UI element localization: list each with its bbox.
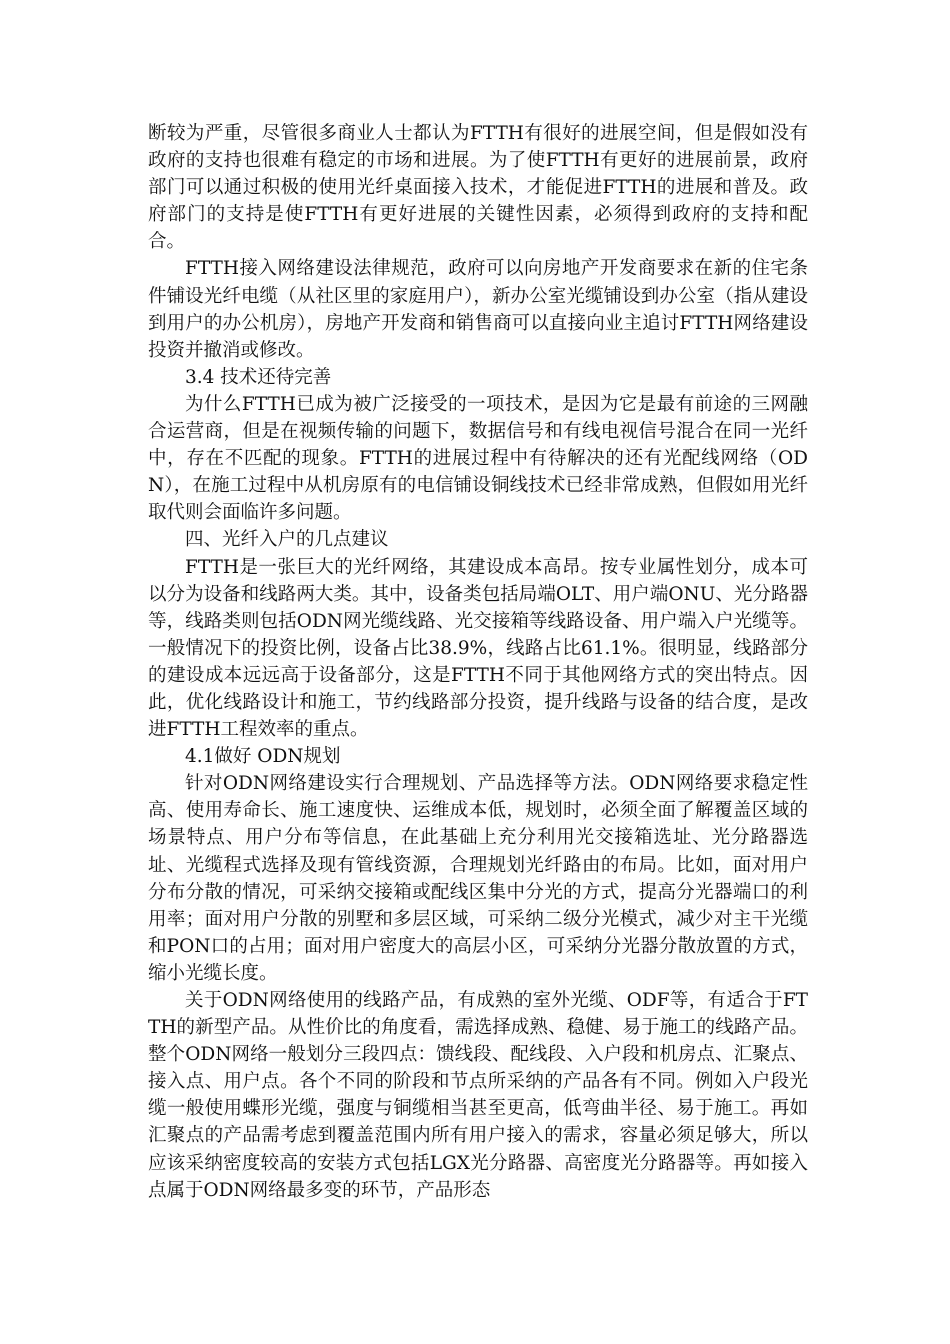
paragraph-continued: 断较为严重，尽管很多商业人士都认为FTTH有很好的进展空间，但是假如没有政府的支持也很难有稳定的市场和进展。为了使FTTH有更好的进展前景，政府部门可以通过积极的使用光纤桌面接入技术，才能促进FTTH的进展和普及。政府部门的支持是使FTTH有更好进展的关键性因素，必须得到政府的支持和配合。 <box>148 123 808 253</box>
paragraph-cost: FTTH是一张巨大的光纤网络，其建设成本高昂。按专业属性划分，成本可以分为设备和线路两大类。其中，设备类包括局端OLT、用户端ONU、光分路器等，线路类则包括ODN网光缆线路、光交接箱等线路设备、用户端入户光缆等。一般情况下的投资比例，设备占比38.9%，线路占比61.1%。很明显，线路部分的建设成本远远高于设备部分，这是FTTH不同于其他网络方式的突出特点。因此，优化线路设计和施工，节约线路部分投资，提升线路与设备的结合度，是改进FTTH工程效率的重点。 <box>148 556 808 741</box>
section-heading-4: 四、光纤入户的几点建议 <box>185 529 389 551</box>
paragraph-technology: 为什么FTTH已成为被广泛接受的一项技术，是因为它是最有前途的三网融合运营商，但是在视频传输的问题下，数据信号和有线电视信号混合在同一光纤中，存在不匹配的现象。FTTH的进展过程中有待解决的还有光配线网络（ODN），在施工过程中从机房原有的电信铺设铜线技术已经非常成熟，但假如用光纤取代则会面临许多问题。 <box>148 393 808 524</box>
section-heading-3-4: 3.4 技术还待完善 <box>185 366 332 388</box>
paragraph-odn-products: 关于ODN网络使用的线路产品，有成熟的室外光缆、ODF等，有适合于FTTH的新型产品。从性价比的角度看，需选择成熟、稳健、易于施工的线路产品。整个ODN网络一般划分三段四点：馈线段、配线段、入户段和机房点、汇聚点、接入点、用户点。各个不同的阶段和节点所采纳的产品各有不同。例如入户段光缆一般使用蝶形光缆，强度与铜缆相当甚至更高，低弯曲半径、易于施工。再如汇聚点的产品需考虑到覆盖范围内所有用户接入的需求，容量必须足够大，所以应该采纳密度较高的安装方式包括LGX光分路器、高密度光分路器等。再如接入点属于ODN网络最多变的环节，产品形态 <box>148 990 808 1201</box>
paragraph-odn-planning: 针对ODN网络建设实行合理规划、产品选择等方法。ODN网络要求稳定性高、使用寿命长、施工速度快、运维成本低，规划时，必须全面了解覆盖区域的场景特点、用户分布等信息，在此基础上充分利用光交接箱选址、光分路器选址、光缆程式选择及现有管线资源，合理规划光纤路由的布局。比如，面对用户分布分散的情况，可采纳交接箱或配线区集中分光的方式，提高分光器端口的利用率；面对用户分散的别墅和多层区域，可采纳二级分光模式，减少对主干光缆和PON口的占用；面对用户密度大的高层小区，可采纳分光器分散放置的方式，缩小光缆长度。 <box>148 773 808 984</box>
section-heading-4-1: 4.1做好 ODN规划 <box>185 746 341 768</box>
paragraph-ftth-legal: FTTH接入网络建设法律规范，政府可以向房地产开发商要求在新的住宅条件铺设光纤电缆（从社区里的家庭用户），新办公室光缆铺设到办公室（指从建设到用户的办公机房），房地产开发商和销售商可以直接向业主追讨FTTH网络建设投资并撤消或修改。 <box>148 258 808 361</box>
document-page <box>148 120 808 1204</box>
